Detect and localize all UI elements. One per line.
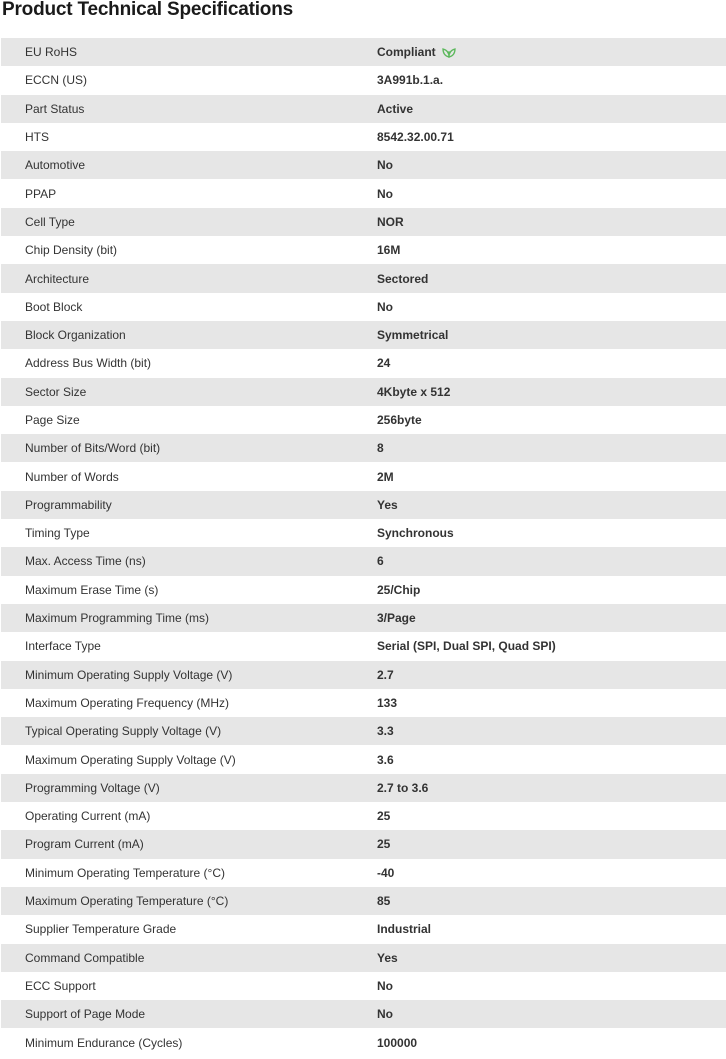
- spec-label: Chip Density (bit): [25, 243, 118, 258]
- spec-value: [377, 866, 394, 880]
- spec-label: Page Size: [25, 413, 80, 427]
- spec-label: PPAP: [25, 186, 57, 201]
- spec-value: [377, 1007, 393, 1021]
- spec-value: [377, 668, 394, 682]
- spec-row: [1, 406, 726, 434]
- spec-value-text: 3A991b.1.a.: [377, 73, 444, 88]
- spec-label: Minimum Endurance (Cycles): [25, 1035, 183, 1050]
- spec-value: [377, 753, 394, 767]
- spec-value-text: Serial (SPI, Dual SPI, Quad SPI): [377, 639, 556, 654]
- spec-row: [1, 321, 726, 349]
- spec-value-text: 2.7: [377, 667, 394, 682]
- spec-value-text: 3.6: [377, 752, 394, 767]
- spec-row: [1, 547, 726, 575]
- spec-value-text: 4Kbyte x 512: [377, 384, 451, 399]
- spec-row: [1, 179, 726, 207]
- leaf-icon: [442, 46, 456, 58]
- spec-value: [377, 781, 428, 795]
- spec-label: Maximum Programming Time (ms): [25, 611, 210, 626]
- spec-label: Program Current (mA): [25, 837, 144, 852]
- spec-value: [377, 809, 390, 823]
- spec-value-text: Industrial: [377, 922, 432, 937]
- spec-value: [377, 413, 422, 427]
- spec-row: [1, 434, 726, 462]
- spec-label: Automotive: [25, 158, 86, 173]
- spec-value: [377, 187, 393, 201]
- spec-value-text: 256byte: [377, 413, 422, 427]
- spec-value: [377, 328, 448, 342]
- spec-row: [1, 887, 726, 915]
- spec-value-text: Active: [377, 101, 414, 116]
- spec-value: [377, 611, 416, 625]
- spec-row: [1, 66, 726, 94]
- spec-label: Programming Voltage (V): [25, 780, 160, 795]
- spec-value-text: 3/Page: [377, 611, 416, 626]
- spec-row: [1, 38, 726, 66]
- spec-row: [1, 236, 726, 264]
- spec-label: Minimum Operating Temperature (°C): [25, 865, 225, 880]
- spec-label: Supplier Temperature Grade: [25, 922, 177, 937]
- spec-value: [377, 300, 393, 314]
- spec-value: [377, 526, 454, 540]
- spec-value-text: Compliant: [377, 45, 436, 60]
- spec-value-text: 16M: [377, 243, 401, 258]
- spec-row: [1, 462, 726, 490]
- spec-value: [377, 441, 384, 455]
- spec-label: Typical Operating Supply Voltage (V): [25, 724, 222, 739]
- spec-value-text: No: [377, 299, 393, 314]
- spec-value-text: 25/Chip: [377, 582, 421, 597]
- spec-row: [1, 293, 726, 321]
- spec-row: [1, 944, 726, 972]
- spec-row: [1, 95, 726, 123]
- spec-value-text: No: [377, 186, 393, 201]
- spec-label: Support of Page Mode: [25, 1007, 146, 1022]
- spec-row: [1, 632, 726, 660]
- spec-value: [377, 837, 390, 851]
- spec-row: [1, 972, 726, 1000]
- spec-value: [377, 724, 394, 738]
- spec-label: Number of Words: [25, 469, 119, 484]
- spec-value-text: 2.7 to 3.6: [377, 780, 429, 795]
- spec-value: [377, 951, 398, 965]
- spec-value-text: No: [377, 158, 393, 173]
- spec-table: [1, 38, 726, 1057]
- spec-value-text: Yes: [377, 950, 398, 965]
- spec-value: [377, 583, 420, 597]
- spec-label: Minimum Operating Supply Voltage (V): [25, 667, 233, 682]
- spec-value: [377, 215, 404, 229]
- spec-value-text: Sectored: [377, 271, 429, 286]
- spec-label: HTS: [25, 130, 49, 145]
- spec-label: Maximum Operating Supply Voltage (V): [25, 752, 236, 767]
- spec-row: [1, 745, 726, 773]
- spec-label: Max. Access Time (ns): [25, 554, 146, 569]
- spec-label: Architecture: [25, 271, 90, 286]
- spec-row: [1, 689, 726, 717]
- spec-value: [377, 45, 456, 59]
- spec-value: [377, 470, 394, 484]
- spec-row: [1, 802, 726, 830]
- spec-value: [377, 243, 400, 257]
- spec-value: [377, 130, 454, 144]
- spec-value: [377, 979, 393, 993]
- spec-row: [1, 151, 726, 179]
- spec-value-text: Yes: [377, 497, 398, 512]
- spec-value-text: 8542.32.00.71: [377, 130, 454, 145]
- spec-value: [377, 639, 556, 653]
- spec-value-text: NOR: [377, 214, 404, 229]
- spec-value-text: 85: [377, 894, 391, 909]
- spec-value: [377, 385, 450, 399]
- spec-row: [1, 1000, 726, 1028]
- spec-row: [1, 830, 726, 858]
- spec-value: [377, 894, 390, 908]
- spec-label: Maximum Erase Time (s): [25, 582, 159, 597]
- spec-row: [1, 717, 726, 745]
- spec-label: Operating Current (mA): [25, 809, 151, 824]
- spec-value-text: Symmetrical: [377, 328, 449, 343]
- spec-value-text: 25: [377, 809, 391, 824]
- spec-row: [1, 491, 726, 519]
- spec-label: Part Status: [25, 101, 85, 116]
- spec-label: Programmability: [25, 497, 112, 512]
- spec-value-text: No: [377, 1007, 393, 1022]
- spec-label: ECC Support: [25, 978, 96, 993]
- spec-value: [377, 922, 431, 936]
- spec-value-text: No: [377, 978, 393, 993]
- spec-value-text: 24: [377, 356, 391, 371]
- spec-label: EU RoHS: [25, 45, 78, 60]
- spec-row: [1, 859, 726, 887]
- spec-row: [1, 519, 726, 547]
- spec-label: Command Compatible: [25, 950, 145, 965]
- spec-value: [377, 356, 390, 370]
- spec-row: [1, 378, 726, 406]
- spec-value-text: 3.3: [377, 724, 394, 739]
- spec-label: Address Bus Width (bit): [25, 356, 152, 371]
- spec-value-text: -40: [377, 865, 395, 880]
- spec-row: [1, 208, 726, 236]
- spec-row: [1, 349, 726, 377]
- spec-value: [377, 554, 384, 568]
- spec-row: [1, 915, 726, 943]
- spec-value: [377, 696, 397, 710]
- spec-value-text: 100000: [377, 1035, 418, 1050]
- spec-label: Boot Block: [25, 299, 83, 314]
- spec-label: Maximum Operating Frequency (MHz): [25, 695, 230, 710]
- spec-value: [377, 158, 393, 172]
- spec-value: [377, 102, 413, 116]
- spec-row: [1, 576, 726, 604]
- spec-label: Interface Type: [25, 639, 101, 654]
- spec-value-text: Synchronous: [377, 526, 454, 541]
- spec-row: [1, 661, 726, 689]
- spec-value-text: 6: [377, 554, 384, 569]
- spec-row: [1, 1028, 726, 1056]
- spec-value-text: 2M: [377, 469, 394, 484]
- spec-value-text: 133: [377, 695, 398, 710]
- spec-label: Cell Type: [25, 214, 75, 229]
- spec-label: Block Organization: [25, 328, 126, 343]
- spec-value: [377, 272, 428, 286]
- spec-label: Maximum Operating Temperature (°C): [25, 894, 229, 909]
- spec-value: [377, 498, 398, 512]
- page-title: Product Technical Specifications: [2, 0, 293, 20]
- spec-value: [377, 73, 443, 87]
- spec-label: Timing Type: [25, 526, 90, 541]
- spec-row: [1, 123, 726, 151]
- spec-row: [1, 604, 726, 632]
- spec-value-text: 25: [377, 837, 391, 852]
- spec-value: [377, 1036, 417, 1050]
- spec-row: [1, 774, 726, 802]
- spec-value-text: 8: [377, 441, 384, 456]
- spec-label: Number of Bits/Word (bit): [25, 441, 161, 456]
- spec-row: [1, 264, 726, 292]
- spec-label: Sector Size: [25, 384, 87, 399]
- spec-label: ECCN (US): [25, 73, 87, 88]
